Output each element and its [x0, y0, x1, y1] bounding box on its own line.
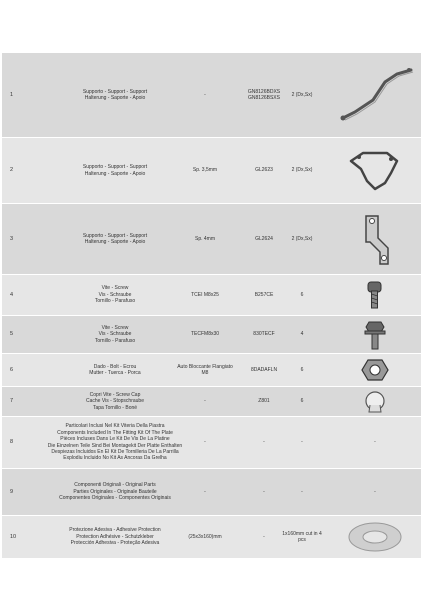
item-number: 1 — [10, 91, 14, 98]
description-line: Componenti Originali - Original Parts — [74, 482, 156, 489]
item-spec: - — [204, 398, 206, 405]
item-number: 3 — [10, 235, 14, 242]
description-line: Parties Originales - Originale Bauteile — [73, 488, 157, 495]
description-line: Halterung - Saporte - Apoio — [84, 95, 146, 101]
item-spec: TECFM8x30 — [190, 331, 220, 338]
item-spec: - — [204, 439, 206, 446]
description-line: Dado - Bolt - Ecrou — [93, 363, 137, 370]
item-description — [42, 53, 188, 137]
plate-bracket-icon — [332, 204, 418, 274]
item-quantity: 2 (Dx,Sx) — [291, 235, 313, 242]
description-line: Vite - Screw — [101, 285, 129, 292]
description-line: Componentes Originales - Componentes Originais — [59, 495, 171, 502]
item-spec: Sp. 4mm — [194, 235, 215, 242]
item-quantity: 1x160mm cut in 4 pcs — [282, 530, 322, 543]
description-line: Components Included In The Fitting Kit Of The Plate — [57, 429, 173, 436]
item-number: 4 — [10, 291, 14, 298]
description-line: Copri Vite - Screw Cap — [89, 391, 141, 398]
description-line: Explodiu Incluido No Kit As Ancoras Da Grelha — [63, 455, 167, 462]
description-line: Halterung - Saporte - Apoio — [84, 239, 146, 245]
item-quantity: 6 — [300, 366, 304, 373]
nut-icon — [332, 354, 418, 386]
item-number: 5 — [10, 331, 14, 338]
item-description — [42, 316, 188, 353]
table-row — [2, 137, 421, 203]
item-quantity: - — [301, 488, 303, 495]
description-line: Pièces Incluses Dans Le Kit De Vis De La Platine — [60, 436, 170, 443]
code-line: 830TECF — [253, 331, 275, 338]
description-line: Supporto - Support - Support — [82, 88, 148, 95]
code-line: - — [263, 488, 265, 495]
item-number: 10 — [10, 533, 17, 540]
description-line: Tornillo - Parafuso — [94, 298, 136, 305]
item-quantity: 6 — [300, 291, 304, 298]
description-line: Despiezas Incluidos En El Kit De Tornilleria De La Parrilla — [51, 448, 179, 455]
table-row — [2, 353, 421, 386]
item-description — [42, 275, 188, 315]
item-spec: - — [204, 488, 206, 495]
code-line: 8DADAFLN — [250, 366, 278, 373]
table-row — [2, 386, 421, 416]
description-line: Tapa Tornillo - Boné — [92, 404, 138, 411]
description-line: Vis - Schraube — [98, 331, 132, 338]
code-line: - — [263, 439, 265, 446]
bracket-icon — [332, 138, 418, 203]
item-spec: Sp. 3,5mm — [192, 167, 218, 174]
code-line: GN8126BSXS — [248, 95, 280, 101]
hex-socket-screw-icon — [332, 275, 418, 315]
code-line: GL2624 — [255, 235, 273, 242]
item-image-empty: - — [374, 439, 376, 446]
item-quantity: 4 — [300, 331, 304, 338]
item-description — [42, 138, 188, 203]
item-description — [42, 417, 188, 468]
description-line: Die Einzelnen Teile Sind Bei Montagekit Der Platte Enthalten — [47, 442, 183, 449]
table-row — [2, 274, 421, 315]
table-row — [2, 468, 421, 515]
item-spec: (25x3x160)mm — [188, 533, 222, 540]
description-line: Vis - Schraube — [98, 291, 132, 298]
description-line: Particolari Inclusi Nel Kit Viteria Della Piastra — [65, 423, 165, 430]
item-image-empty: - — [374, 488, 376, 495]
description-line: Protection Adhésive - Schutzkleber — [76, 533, 154, 540]
description-line: Supporto - Support - Support — [82, 232, 148, 239]
item-spec: TCEI M8x25 — [191, 291, 219, 298]
description-line: Supporto - Support - Support — [82, 164, 148, 171]
screw-cap-icon — [332, 387, 418, 416]
item-number: 2 — [10, 167, 14, 174]
item-quantity: 2 (Dx,Sx) — [291, 91, 313, 98]
item-quantity: - — [301, 439, 303, 446]
parts-table — [2, 52, 421, 558]
item-description — [42, 516, 188, 558]
item-description — [42, 354, 188, 386]
code-line: B257CE — [254, 291, 274, 298]
code-line: GL2623 — [255, 167, 273, 174]
item-number: 8 — [10, 439, 14, 446]
item-number: 7 — [10, 398, 14, 405]
item-quantity: 2 (Dx,Sx) — [291, 167, 313, 174]
item-quantity: 6 — [300, 398, 304, 405]
adhesive-roll-icon — [332, 516, 418, 558]
item-number: 9 — [10, 488, 14, 495]
code-line: Z801 — [258, 398, 270, 405]
item-spec: Auto Bloccante Flangiato M8 — [177, 363, 233, 376]
description-line: Halterung - Saporte - Apoio — [84, 170, 146, 177]
code-line: - — [263, 533, 265, 540]
support-bar-icon — [332, 53, 418, 137]
item-description — [42, 469, 188, 515]
item-number: 6 — [10, 366, 14, 373]
item-spec: - — [204, 91, 206, 98]
description-line: Protezione Adesiva - Adhesive Protection — [69, 527, 161, 534]
flange-screw-icon — [332, 316, 418, 353]
item-description — [42, 204, 188, 274]
table-row — [2, 203, 421, 274]
item-description — [42, 387, 188, 416]
description-line: Mutter - Tuerca - Porca — [89, 370, 141, 376]
code-line: GN8126BDXS — [247, 88, 281, 95]
description-line: Cache Vis - Stopschraube — [86, 398, 144, 405]
description-line: Protección Adhesiva - Proteção Adesiva — [70, 540, 160, 547]
table-row — [2, 52, 421, 137]
description-line: Tornillo - Parafuso — [94, 337, 136, 344]
table-row — [2, 416, 421, 468]
table-row — [2, 315, 421, 353]
table-row — [2, 515, 421, 558]
description-line: Vite - Screw — [101, 324, 129, 331]
